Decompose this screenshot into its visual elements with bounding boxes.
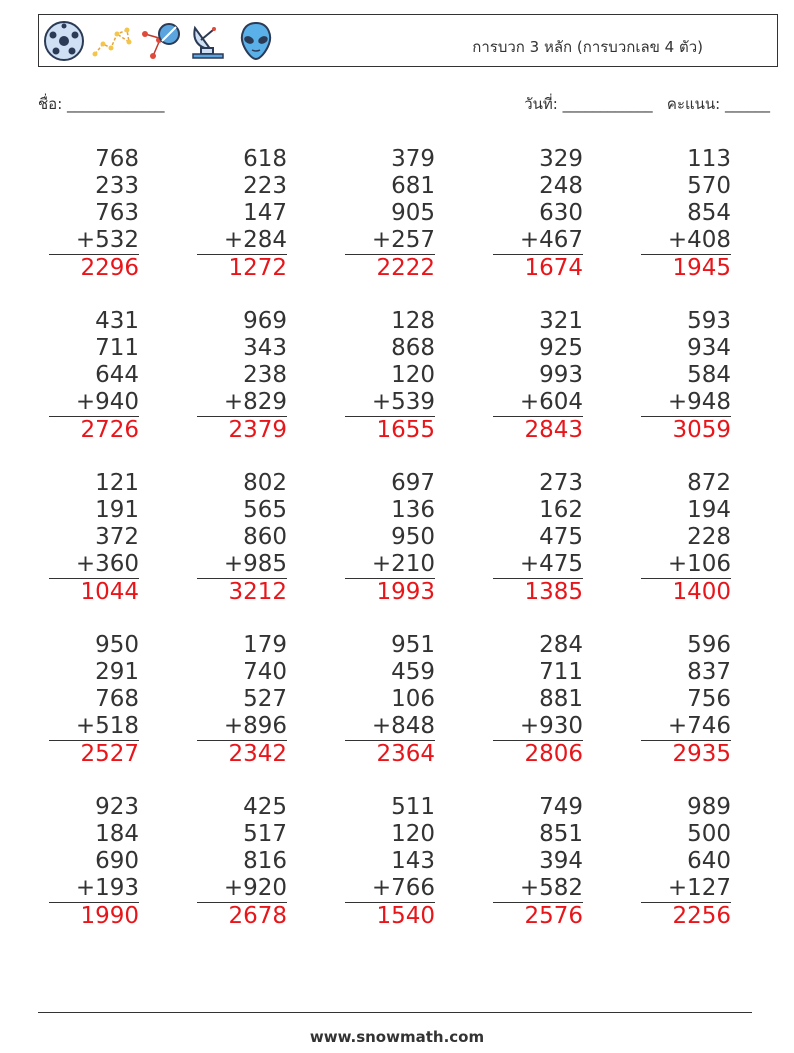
- addend: 194: [687, 497, 731, 523]
- addend: 756: [687, 686, 731, 712]
- addend: 711: [95, 335, 139, 361]
- addend: 851: [539, 821, 583, 847]
- addend-with-plus: +467: [519, 227, 583, 253]
- addend-with-plus: +257: [371, 227, 435, 253]
- addition-problem: [345, 794, 435, 930]
- addition-problem: [641, 146, 731, 282]
- addend-with-plus: +106: [667, 551, 731, 577]
- addend-with-plus: +582: [519, 875, 583, 901]
- addend-with-plus: +127: [667, 875, 731, 901]
- addend: 459: [391, 659, 435, 685]
- addition-problem: [197, 470, 287, 606]
- answer: 1993: [345, 578, 435, 606]
- addend: 681: [391, 173, 435, 199]
- addition-problem: [49, 146, 139, 282]
- addend: 394: [539, 848, 583, 874]
- footer-divider: [38, 1012, 752, 1013]
- addend-with-plus: +210: [371, 551, 435, 577]
- addend: 923: [95, 794, 139, 820]
- addend: 749: [539, 794, 583, 820]
- addend: 128: [391, 308, 435, 334]
- addend: 768: [95, 146, 139, 172]
- addend: 854: [687, 200, 731, 226]
- addend: 950: [95, 632, 139, 658]
- addition-problem: [493, 146, 583, 282]
- addend: 238: [243, 362, 287, 388]
- addend: 905: [391, 200, 435, 226]
- addend: 179: [243, 632, 287, 658]
- answer: 2527: [49, 740, 139, 768]
- addend: 372: [95, 524, 139, 550]
- addition-problem: [641, 632, 731, 768]
- addition-problem: [345, 146, 435, 282]
- answer: 2678: [197, 902, 287, 930]
- addend-with-plus: +193: [75, 875, 139, 901]
- addition-problem: [345, 308, 435, 444]
- addend: 425: [243, 794, 287, 820]
- answer: 2843: [493, 416, 583, 444]
- addend: 570: [687, 173, 731, 199]
- addend: 925: [539, 335, 583, 361]
- addend: 934: [687, 335, 731, 361]
- addition-problem: [493, 308, 583, 444]
- addend: 584: [687, 362, 731, 388]
- addition-problem: [49, 308, 139, 444]
- answer: 2935: [641, 740, 731, 768]
- addend-with-plus: +284: [223, 227, 287, 253]
- answer: 1674: [493, 254, 583, 282]
- addend: 113: [687, 146, 731, 172]
- addition-problem: [197, 632, 287, 768]
- addend-with-plus: +848: [371, 713, 435, 739]
- addend: 860: [243, 524, 287, 550]
- addend-with-plus: +746: [667, 713, 731, 739]
- addend: 228: [687, 524, 731, 550]
- addend: 136: [391, 497, 435, 523]
- answer: 2256: [641, 902, 731, 930]
- addend: 329: [539, 146, 583, 172]
- addend: 593: [687, 308, 731, 334]
- addend: 321: [539, 308, 583, 334]
- addition-problem: [345, 470, 435, 606]
- addend: 343: [243, 335, 287, 361]
- addition-problem: [49, 794, 139, 930]
- addition-problem: [641, 794, 731, 930]
- addend: 697: [391, 470, 435, 496]
- addend: 969: [243, 308, 287, 334]
- addend: 223: [243, 173, 287, 199]
- answer: 2296: [49, 254, 139, 282]
- addend: 191: [95, 497, 139, 523]
- addend: 527: [243, 686, 287, 712]
- score-field: คะแนน: ______: [666, 95, 770, 113]
- addend: 431: [95, 308, 139, 334]
- addend-with-plus: +604: [519, 389, 583, 415]
- answer: 1400: [641, 578, 731, 606]
- addend: 596: [687, 632, 731, 658]
- addition-problem: [197, 794, 287, 930]
- addition-problem: [197, 308, 287, 444]
- addend: 989: [687, 794, 731, 820]
- addend: 565: [243, 497, 287, 523]
- addend: 500: [687, 821, 731, 847]
- answer: 3059: [641, 416, 731, 444]
- answer: 3212: [197, 578, 287, 606]
- answer: 2222: [345, 254, 435, 282]
- addend: 802: [243, 470, 287, 496]
- addition-problem: [49, 632, 139, 768]
- addition-problem: [197, 146, 287, 282]
- addend: 950: [391, 524, 435, 550]
- addend: 147: [243, 200, 287, 226]
- addend: 711: [539, 659, 583, 685]
- addend-with-plus: +940: [75, 389, 139, 415]
- addend-with-plus: +532: [75, 227, 139, 253]
- addend-with-plus: +360: [75, 551, 139, 577]
- addend-with-plus: +985: [223, 551, 287, 577]
- answer: 2726: [49, 416, 139, 444]
- answer: 1385: [493, 578, 583, 606]
- answer: 2576: [493, 902, 583, 930]
- addend-with-plus: +896: [223, 713, 287, 739]
- addition-problem: [493, 794, 583, 930]
- addend-with-plus: +766: [371, 875, 435, 901]
- addition-problem: [345, 632, 435, 768]
- name-field: ชื่อ: _____________: [38, 95, 165, 113]
- addend: 162: [539, 497, 583, 523]
- addend: 868: [391, 335, 435, 361]
- addend: 248: [539, 173, 583, 199]
- addend-with-plus: +829: [223, 389, 287, 415]
- answer: 1272: [197, 254, 287, 282]
- addend: 872: [687, 470, 731, 496]
- addend: 184: [95, 821, 139, 847]
- answer: 2364: [345, 740, 435, 768]
- addend: 951: [391, 632, 435, 658]
- addend: 475: [539, 524, 583, 550]
- addend-with-plus: +539: [371, 389, 435, 415]
- footer-url: www.snowmath.com: [309, 1028, 485, 1046]
- addend: 630: [539, 200, 583, 226]
- addend: 120: [391, 362, 435, 388]
- addend: 517: [243, 821, 287, 847]
- addend-with-plus: +920: [223, 875, 287, 901]
- addend: 816: [243, 848, 287, 874]
- addition-problem: [641, 470, 731, 606]
- worksheet-title: การบวก 3 หลัก (การบวกเลข 4 ตัว): [472, 38, 703, 56]
- addition-problem: [49, 470, 139, 606]
- addend-with-plus: +948: [667, 389, 731, 415]
- addend: 881: [539, 686, 583, 712]
- answer: 2806: [493, 740, 583, 768]
- addend: 233: [95, 173, 139, 199]
- addition-problem: [493, 470, 583, 606]
- addend-with-plus: +930: [519, 713, 583, 739]
- addend-with-plus: +408: [667, 227, 731, 253]
- addition-problem: [493, 632, 583, 768]
- addend: 379: [391, 146, 435, 172]
- addend: 291: [95, 659, 139, 685]
- answer: 2342: [197, 740, 287, 768]
- addend: 120: [391, 821, 435, 847]
- addend: 121: [95, 470, 139, 496]
- addend: 618: [243, 146, 287, 172]
- answer: 1540: [345, 902, 435, 930]
- answer: 1044: [49, 578, 139, 606]
- addend: 644: [95, 362, 139, 388]
- addend-with-plus: +475: [519, 551, 583, 577]
- addend: 143: [391, 848, 435, 874]
- addend: 993: [539, 362, 583, 388]
- addend: 690: [95, 848, 139, 874]
- addend: 763: [95, 200, 139, 226]
- addend: 640: [687, 848, 731, 874]
- addend: 106: [391, 686, 435, 712]
- addend: 273: [539, 470, 583, 496]
- answer: 2379: [197, 416, 287, 444]
- addend: 837: [687, 659, 731, 685]
- answer: 1945: [641, 254, 731, 282]
- answer: 1990: [49, 902, 139, 930]
- addend: 284: [539, 632, 583, 658]
- addend: 511: [391, 794, 435, 820]
- addend-with-plus: +518: [75, 713, 139, 739]
- answer: 1655: [345, 416, 435, 444]
- date-field: วันที่: ____________: [524, 95, 653, 113]
- addend: 768: [95, 686, 139, 712]
- addend: 740: [243, 659, 287, 685]
- addition-problem: [641, 308, 731, 444]
